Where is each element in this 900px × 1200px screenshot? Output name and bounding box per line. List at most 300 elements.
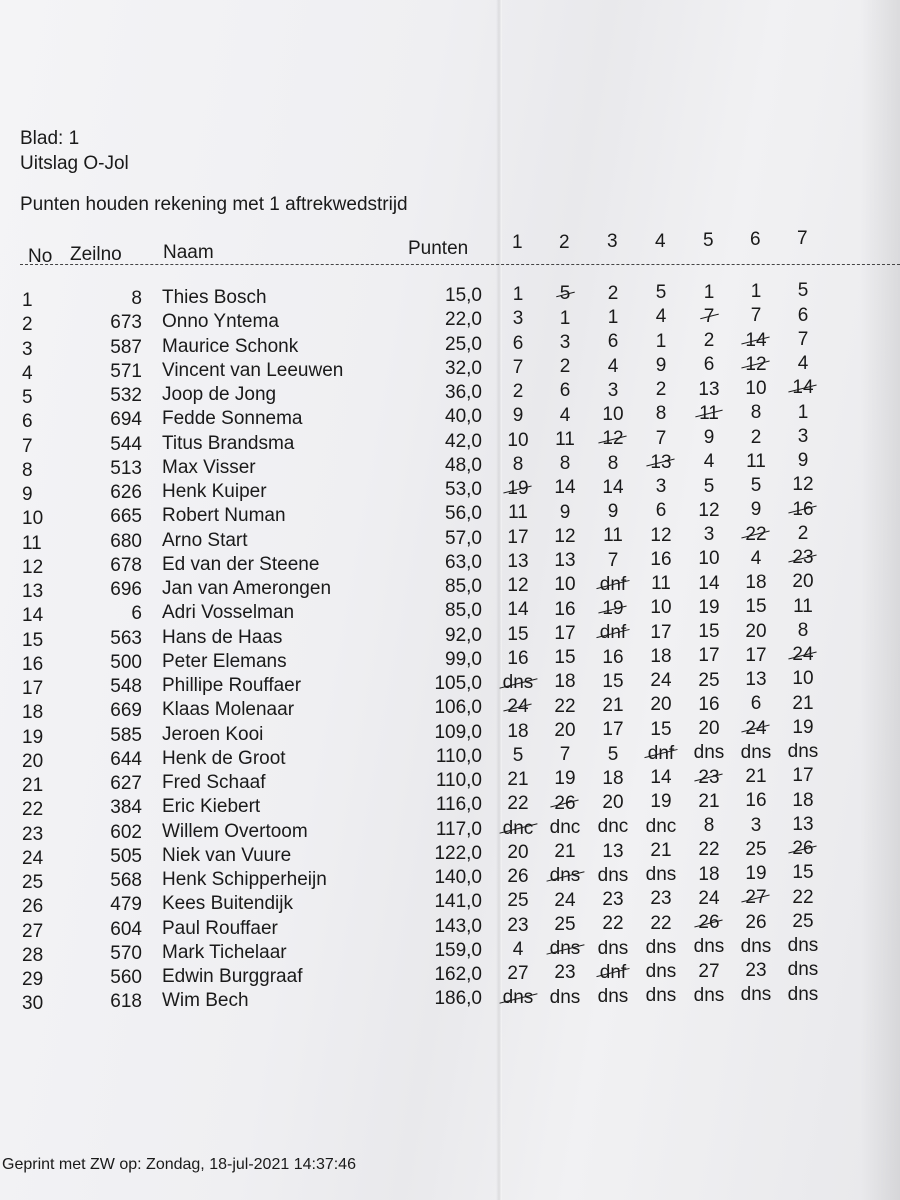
race-result-cell <box>496 454 540 476</box>
race-result-cell <box>687 476 731 498</box>
race-result: 3 <box>607 379 619 401</box>
race-result-cell <box>639 500 683 522</box>
points-cell: 57,0 <box>445 527 482 549</box>
race-result-cell <box>591 525 635 547</box>
race-result-cell <box>734 718 778 740</box>
race-result-cell <box>496 769 540 791</box>
sailor-name-cell: Jan van Amerongen <box>162 578 332 599</box>
race-result-cell <box>543 962 587 984</box>
race-result-cell <box>591 550 635 572</box>
race-result-cell <box>639 549 683 571</box>
race-result-cell <box>639 694 683 716</box>
sailor-name-cell: Titus Brandsma <box>162 432 295 454</box>
race-result: 21 <box>650 839 672 861</box>
discarded-result: dnf <box>599 622 627 644</box>
race-result: 8 <box>607 452 619 474</box>
sailor-name-cell: Joop de Jong <box>162 384 277 405</box>
rank-cell: 3 <box>22 338 33 360</box>
race-result-cell <box>781 693 825 715</box>
race-result-cell <box>734 475 778 497</box>
race-result: 19 <box>792 716 814 738</box>
race-result-cell <box>543 720 587 742</box>
discarded-result: 14 <box>745 329 767 351</box>
race-result-cell <box>734 669 778 691</box>
rank-cell: 16 <box>22 653 44 675</box>
race-result-cell <box>734 790 778 812</box>
race-result-cell <box>781 596 825 618</box>
sailor-name-cell: Edwin Burggraaf <box>162 966 303 987</box>
race-result: 2 <box>607 282 619 304</box>
rank-cell: 22 <box>22 799 44 821</box>
race-result-cell <box>543 987 587 1009</box>
race-result-cell <box>496 599 540 621</box>
race-result: 9 <box>559 501 571 523</box>
race-result: 7 <box>607 549 619 571</box>
race-result-cell <box>781 547 825 569</box>
discarded-result: dnf <box>599 573 627 595</box>
race-result: 24 <box>554 889 576 911</box>
race-result: 25 <box>745 838 767 860</box>
race-result-cell <box>591 307 635 329</box>
race-result-cell <box>781 959 825 981</box>
race-result-cell <box>781 741 825 763</box>
sail-number-cell: 384 <box>110 797 142 819</box>
race-result-cell <box>543 817 587 839</box>
sail-number-cell: 587 <box>110 336 142 358</box>
race-result: 19 <box>698 596 720 618</box>
race-result: dns <box>645 864 677 886</box>
sailor-name-cell: Henk Schipperheijn <box>162 869 327 890</box>
points-cell: 99,0 <box>445 648 482 670</box>
race-result-cell <box>781 935 825 957</box>
sail-number-cell: 585 <box>110 724 142 746</box>
race-result-cell <box>781 377 825 399</box>
race-result-cell <box>496 672 540 694</box>
race-result-cell <box>781 862 825 884</box>
race-result: 2 <box>797 522 809 544</box>
race-result: dns <box>740 935 772 957</box>
sailor-name-cell: Niek van Vuure <box>162 844 292 866</box>
race-result-cell <box>543 647 587 669</box>
sail-number-cell: 627 <box>110 773 142 794</box>
race-result: 22 <box>554 695 576 717</box>
race-result-cell <box>496 551 540 573</box>
race-result: 10 <box>698 548 720 570</box>
race-result-cell <box>734 499 778 521</box>
race-result: 22 <box>507 793 529 815</box>
race-result-cell <box>639 937 683 959</box>
race-header-2: 2 <box>559 232 570 253</box>
race-result: 14 <box>650 767 672 789</box>
race-result: 1 <box>655 330 667 352</box>
discarded-result: dns <box>502 987 534 1009</box>
race-header-6: 6 <box>750 229 761 250</box>
race-result-cell <box>591 671 635 693</box>
race-result: 10 <box>507 429 529 451</box>
race-result-cell <box>687 282 731 304</box>
race-result-cell <box>687 548 731 570</box>
race-result: 15 <box>698 621 720 643</box>
race-result-cell <box>687 767 731 789</box>
race-result-cell <box>639 864 683 886</box>
race-result-cell <box>734 305 778 327</box>
points-cell: 110,0 <box>435 745 482 767</box>
sail-number-cell: 669 <box>110 700 142 722</box>
discarded-result: dnc <box>502 817 534 839</box>
race-result-cell <box>639 282 683 304</box>
race-result: 3 <box>750 814 762 836</box>
points-cell: 186,0 <box>434 988 482 1010</box>
race-result-cell <box>591 938 635 960</box>
column-header-punten: Punten <box>408 238 469 259</box>
rank-cell: 7 <box>22 435 33 457</box>
sailor-name-cell: Thies Bosch <box>162 287 267 308</box>
race-result-cell <box>543 841 587 863</box>
race-result: 25 <box>507 890 529 912</box>
sailor-name-cell: Eric Kiebert <box>162 796 261 818</box>
race-result-cell <box>734 596 778 618</box>
points-cell: 116,0 <box>435 794 482 816</box>
race-result-cell <box>781 426 825 448</box>
points-cell: 106,0 <box>434 697 482 719</box>
race-result-cell <box>687 670 731 692</box>
race-result-cell <box>639 840 683 862</box>
race-result: 13 <box>745 669 767 690</box>
race-result-cell <box>543 550 587 572</box>
race-result: 5 <box>655 282 667 304</box>
race-result-cell <box>543 671 587 693</box>
race-result: 13 <box>602 840 624 862</box>
race-result-cell <box>734 839 778 861</box>
race-header-7: 7 <box>797 228 808 249</box>
race-result: 18 <box>745 572 767 593</box>
race-result: 1 <box>750 281 762 302</box>
race-result-cell <box>591 380 635 402</box>
points-cell: 42,0 <box>445 430 482 452</box>
race-result-cell <box>734 378 778 400</box>
race-result: 3 <box>559 331 571 353</box>
sail-number-cell: 532 <box>110 385 142 406</box>
race-result: 4 <box>797 353 809 375</box>
race-result: 11 <box>603 525 623 547</box>
race-result: dns <box>645 985 677 1007</box>
race-result: 21 <box>792 692 814 714</box>
sailor-name-cell: Robert Numan <box>162 505 286 527</box>
race-result-cell <box>639 476 683 498</box>
race-result: 16 <box>650 548 672 570</box>
race-result: 16 <box>507 647 529 669</box>
sailor-name-cell: Klaas Molenaar <box>162 699 295 721</box>
race-result: 15 <box>602 670 624 692</box>
rank-cell: 23 <box>22 823 44 845</box>
race-result: 24 <box>650 670 672 692</box>
race-result-cell <box>591 719 635 741</box>
race-result-cell <box>543 332 587 354</box>
race-result: dns <box>693 936 725 958</box>
race-result: 18 <box>602 767 624 789</box>
race-result: 23 <box>602 889 624 911</box>
sailor-name-cell: Onno Yntema <box>162 311 279 333</box>
race-result-cell <box>687 354 731 376</box>
race-result-cell <box>781 838 825 860</box>
race-result-cell <box>543 793 587 815</box>
race-result: 25 <box>698 669 720 691</box>
race-result: 20 <box>602 792 624 814</box>
points-cell: 48,0 <box>445 454 482 476</box>
header-divider <box>20 264 900 265</box>
points-cell: 92,0 <box>445 624 482 646</box>
race-result: 8 <box>512 453 524 475</box>
race-result-cell <box>687 403 731 425</box>
race-result-cell <box>543 744 587 766</box>
race-result-cell <box>591 841 635 863</box>
race-result: 5 <box>797 280 809 302</box>
rank-cell: 2 <box>22 314 33 336</box>
sailor-name-cell: Adri Vosselman <box>162 602 295 624</box>
race-result: 4 <box>607 355 619 377</box>
rank-cell: 28 <box>22 944 44 966</box>
race-result: dns <box>787 983 819 1005</box>
race-result-cell <box>543 477 587 499</box>
race-result-cell <box>591 889 635 911</box>
race-result: 9 <box>797 450 809 472</box>
race-result-cell <box>639 646 683 668</box>
race-result-cell <box>781 814 825 836</box>
race-result-cell <box>591 792 635 814</box>
race-result: 20 <box>792 571 814 593</box>
rank-cell: 10 <box>22 508 44 530</box>
race-result-cell <box>781 523 825 545</box>
race-result: 4 <box>512 938 524 960</box>
race-result: 3 <box>512 308 524 330</box>
sail-number-cell: 560 <box>110 967 142 988</box>
race-result: 6 <box>703 354 715 376</box>
rank-cell: 15 <box>22 629 44 651</box>
discarded-result: 23 <box>792 547 814 569</box>
points-cell: 109,0 <box>434 721 482 743</box>
race-result-cell <box>496 721 540 743</box>
rank-cell: 25 <box>22 872 44 893</box>
race-result-cell <box>639 525 683 547</box>
race-result: dns <box>693 984 725 1006</box>
points-cell: 40,0 <box>445 406 482 428</box>
sailor-name-cell: Fedde Sonnema <box>162 408 303 430</box>
race-result: 22 <box>792 886 814 908</box>
race-result: 6 <box>607 331 619 353</box>
race-result: 15 <box>554 647 576 669</box>
race-result: 8 <box>655 403 667 425</box>
race-result: 26 <box>745 911 767 933</box>
race-result-cell <box>543 938 587 960</box>
discarded-result: 13 <box>650 451 672 473</box>
race-result-cell <box>543 308 587 330</box>
discarded-result: 23 <box>698 766 720 788</box>
race-result-cell <box>591 744 635 766</box>
rank-cell: 12 <box>22 556 44 578</box>
race-result: 9 <box>607 501 619 523</box>
race-result: 19 <box>650 791 672 813</box>
race-result: 9 <box>703 427 715 449</box>
points-cell: 141,0 <box>434 891 482 913</box>
points-cell: 32,0 <box>445 357 482 379</box>
race-result: dns <box>597 986 629 1008</box>
race-result-cell <box>639 888 683 910</box>
race-result-cell <box>591 501 635 523</box>
race-result: 5 <box>703 475 715 497</box>
race-result-cell <box>543 914 587 936</box>
race-result-cell <box>734 766 778 788</box>
race-result-cell <box>591 331 635 353</box>
race-header-4: 4 <box>655 231 666 252</box>
race-result: 13 <box>507 550 529 572</box>
points-cell: 63,0 <box>445 551 482 573</box>
race-result-cell <box>496 696 540 718</box>
points-cell: 22,0 <box>445 309 482 331</box>
race-result-cell <box>781 765 825 787</box>
race-result: 21 <box>698 790 720 812</box>
race-result-cell <box>591 986 635 1008</box>
race-header-5: 5 <box>703 230 714 251</box>
race-result: 20 <box>554 719 576 741</box>
race-result: 18 <box>698 863 720 885</box>
race-result: 16 <box>745 790 767 812</box>
race-result: 10 <box>745 378 767 399</box>
race-result-cell <box>687 694 731 716</box>
sailor-name-cell: Ed van der Steene <box>162 553 320 575</box>
race-result-cell <box>781 499 825 521</box>
race-result-cell <box>639 403 683 425</box>
race-header-1: 1 <box>512 232 523 253</box>
race-result-cell <box>687 791 731 813</box>
race-result-cell <box>687 427 731 449</box>
race-result-cell <box>496 963 540 985</box>
race-result-cell <box>687 961 731 983</box>
race-result: 15 <box>507 623 529 645</box>
race-result-cell <box>734 427 778 449</box>
discarded-result: 24 <box>792 644 814 666</box>
points-cell: 143,0 <box>434 915 482 937</box>
race-result: 11 <box>651 573 671 595</box>
race-result: 16 <box>554 598 576 620</box>
points-cell: 25,0 <box>445 333 482 355</box>
race-result: 12 <box>554 525 576 547</box>
rank-cell: 5 <box>22 387 33 408</box>
race-result-cell <box>639 379 683 401</box>
race-result: 1 <box>559 307 571 329</box>
race-result-cell <box>639 961 683 983</box>
discarded-result: 22 <box>745 523 767 545</box>
discarded-result: dnf <box>647 742 675 764</box>
discarded-result: 11 <box>699 402 719 424</box>
sailor-name-cell: Paul Rouffaer <box>162 917 278 939</box>
race-result-cell <box>781 790 825 812</box>
column-header-zeilno: Zeilno <box>70 244 122 265</box>
rank-cell: 24 <box>22 847 44 869</box>
race-result: 19 <box>745 863 767 884</box>
race-result-cell <box>543 890 587 912</box>
rank-cell: 18 <box>22 702 44 724</box>
race-result-cell <box>496 890 540 912</box>
race-result-cell <box>591 695 635 717</box>
race-result-cell <box>687 742 731 764</box>
race-result-cell <box>496 284 540 306</box>
race-result-cell <box>734 960 778 982</box>
sail-number-cell: 604 <box>110 918 142 940</box>
race-result: dns <box>645 961 677 983</box>
race-result-cell <box>687 330 731 352</box>
points-cell: 105,0 <box>434 673 482 694</box>
race-result-cell <box>734 621 778 643</box>
race-result: 20 <box>650 694 672 716</box>
race-result: 20 <box>507 841 529 863</box>
race-result-cell <box>734 645 778 667</box>
race-result: 26 <box>507 866 529 887</box>
race-result-cell <box>591 622 635 644</box>
race-result: 12 <box>792 474 814 496</box>
race-result-cell <box>543 623 587 645</box>
race-result: 19 <box>554 768 576 790</box>
race-result-cell <box>734 524 778 546</box>
race-result-cell <box>496 527 540 549</box>
race-result: dns <box>645 936 677 958</box>
race-result-cell <box>687 621 731 643</box>
race-result-cell <box>781 474 825 496</box>
race-result: 15 <box>745 596 767 618</box>
race-result: 2 <box>655 379 667 401</box>
race-result-cell <box>496 818 540 840</box>
rank-cell: 8 <box>22 459 33 481</box>
rank-cell: 14 <box>22 605 44 627</box>
race-result: 6 <box>655 500 667 522</box>
sail-number-cell: 8 <box>131 288 142 309</box>
race-result: 20 <box>745 620 767 642</box>
race-result: 12 <box>698 499 720 521</box>
race-result: 25 <box>554 913 576 935</box>
race-result: 18 <box>792 789 814 811</box>
column-header-no: No <box>28 246 53 267</box>
sail-number-cell: 696 <box>110 579 142 600</box>
race-result-cell <box>543 574 587 596</box>
race-result: 21 <box>602 695 624 717</box>
race-result: 23 <box>745 960 767 981</box>
sail-number-cell: 602 <box>110 821 142 843</box>
race-result-cell <box>687 839 731 861</box>
discarded-result: 24 <box>507 696 529 718</box>
discarded-result: 19 <box>507 478 529 499</box>
sailor-name-cell: Hans de Haas <box>162 626 283 648</box>
race-result-cell <box>687 451 731 473</box>
race-result: 4 <box>750 547 762 569</box>
race-result: 25 <box>792 910 814 932</box>
race-result: 2 <box>512 381 524 402</box>
race-result: 7 <box>750 305 762 327</box>
race-result-cell <box>543 696 587 718</box>
race-result: 27 <box>507 963 529 984</box>
race-result: 3 <box>703 524 715 546</box>
race-result-cell <box>734 354 778 376</box>
race-result: 1 <box>797 401 809 423</box>
race-result: 7 <box>512 356 524 378</box>
race-result: 7 <box>559 744 571 766</box>
race-result-cell <box>687 985 731 1007</box>
race-result-cell <box>734 572 778 594</box>
race-result: 1 <box>607 307 619 329</box>
race-result-cell <box>734 815 778 837</box>
race-result: 24 <box>698 887 720 909</box>
points-cell: 110,0 <box>435 770 482 791</box>
sail-number-cell: 479 <box>110 894 142 916</box>
race-result-cell <box>734 984 778 1006</box>
